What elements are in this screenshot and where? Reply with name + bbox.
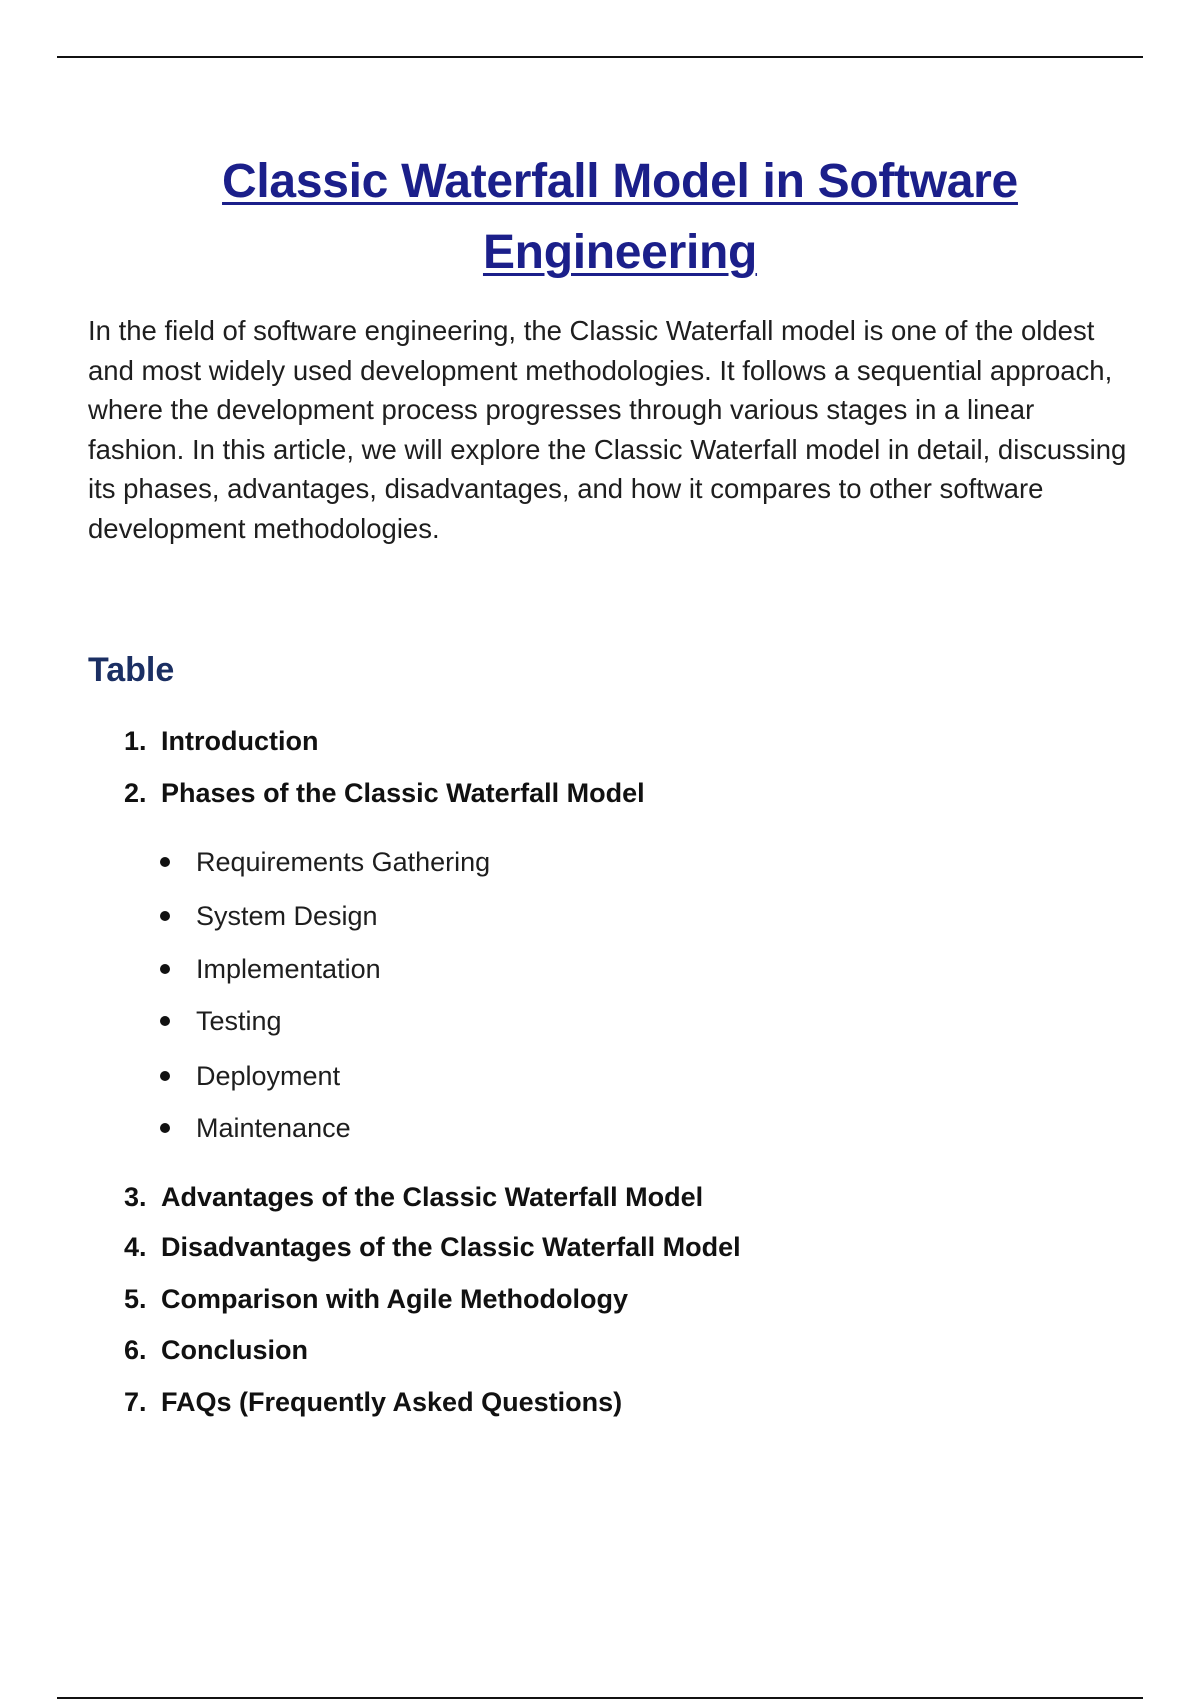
title-line-1: Classic Waterfall Model in Software (222, 155, 1018, 208)
toc-item-conclusion (124, 1332, 308, 1368)
toc-item-number: 3. (124, 1182, 147, 1212)
phase-label: System Design (196, 901, 378, 931)
phase-label: Maintenance (196, 1113, 351, 1143)
bullet-icon (160, 1016, 170, 1026)
toc-item-number: 7. (124, 1387, 147, 1417)
toc-item-number: 2. (124, 778, 147, 808)
phase-item-system-design (160, 898, 378, 934)
bullet-icon (160, 857, 170, 867)
phase-item-deployment (160, 1058, 340, 1094)
bullet-icon (160, 964, 170, 974)
bullet-icon (160, 911, 170, 921)
toc-item-label: Advantages of the Classic Waterfall Model (161, 1182, 704, 1212)
phase-item-requirements (160, 844, 490, 880)
toc-item-label: Introduction (161, 726, 319, 756)
footer-rule (57, 1697, 1143, 1699)
toc-heading: Table (88, 651, 175, 689)
toc-item-number: 1. (124, 726, 147, 756)
phase-label: Testing (196, 1006, 282, 1036)
toc-item-label: Comparison with Agile Methodology (161, 1284, 628, 1314)
title-line-2: Engineering (482, 226, 758, 279)
phase-item-implementation (160, 951, 381, 987)
intro-paragraph: In the field of software engineering, the Classic Waterfall model is one of the oldest and most widely used development methodologies. It follows a sequential approach, where the development process progresses through various stages in a linear fashion. In this article, we will explore the Classic Waterfall model in detail, discussing its phases, advantages, disadvantages, and how it compares to other software development methodologies. (88, 315, 1127, 544)
phase-item-testing (160, 1003, 282, 1039)
phase-item-maintenance (160, 1110, 351, 1146)
toc-item-label: FAQs (Frequently Asked Questions) (161, 1387, 623, 1417)
toc-item-faqs (124, 1384, 622, 1420)
toc-item-number: 4. (124, 1232, 147, 1262)
toc-item-phases (124, 775, 645, 811)
bullet-icon (160, 1071, 170, 1081)
toc-item-label: Conclusion (161, 1335, 308, 1365)
phase-label: Implementation (196, 954, 381, 984)
toc-item-comparison (124, 1281, 628, 1317)
toc-item-advantages (124, 1179, 703, 1215)
toc-item-introduction (124, 723, 318, 759)
header-rule (57, 56, 1143, 58)
toc-item-label: Disadvantages of the Classic Waterfall Model (161, 1232, 741, 1262)
toc-item-disadvantages (124, 1229, 741, 1265)
bullet-icon (160, 1123, 170, 1133)
toc-item-number: 6. (124, 1335, 147, 1365)
toc-item-number: 5. (124, 1284, 147, 1314)
phase-label: Requirements Gathering (196, 847, 491, 877)
toc-item-label: Phases of the Classic Waterfall Model (161, 778, 645, 808)
document-title (120, 146, 1120, 288)
phase-label: Deployment (196, 1061, 341, 1091)
